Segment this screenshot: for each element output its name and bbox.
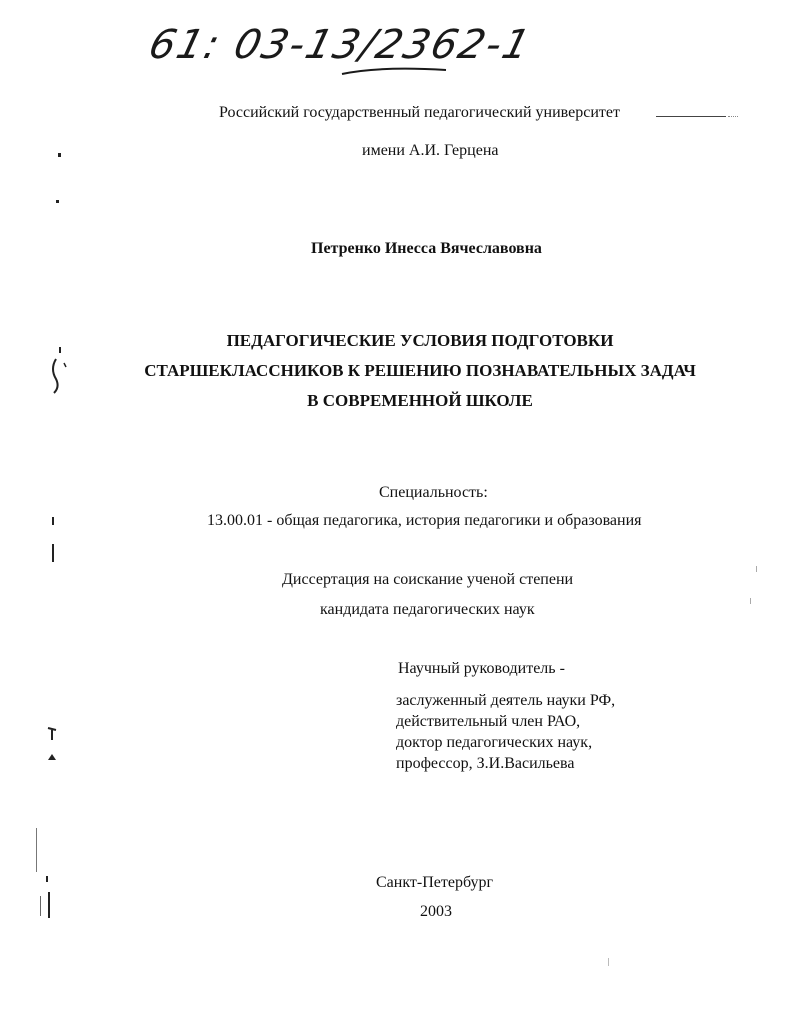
- supervisor-line: заслуженный деятель науки РФ,: [396, 692, 616, 709]
- degree-line-2: кандидата педагогических наук: [320, 601, 535, 618]
- city: Санкт-Петербург: [376, 874, 494, 891]
- binding-mark: [46, 345, 74, 397]
- scan-speck: [756, 566, 757, 572]
- handwritten-underline: [340, 64, 450, 78]
- supervisor-details: [396, 690, 615, 774]
- title-line: ПЕДАГОГИЧЕСКИЕ УСЛОВИЯ ПОДГОТОВКИ: [226, 331, 614, 350]
- header-rule: [656, 116, 726, 117]
- binding-mark: [44, 724, 64, 764]
- university-named-after: имени А.И. Герцена: [362, 142, 499, 159]
- header-rule-tail: [728, 116, 738, 117]
- scan-line: [36, 828, 37, 872]
- scan-speck: [56, 200, 59, 203]
- scan-speck: [608, 958, 609, 966]
- author-name: Петренко Инесса Вячеславовна: [311, 240, 542, 257]
- supervisor-label: Научный руководитель -: [398, 660, 565, 677]
- title-line: В СОВРЕМЕННОЙ ШКОЛЕ: [307, 391, 533, 410]
- degree-line-1: Диссертация на соискание ученой степени: [282, 571, 574, 588]
- scan-speck: [52, 517, 54, 525]
- title-line: СТАРШЕКЛАССНИКОВ К РЕШЕНИЮ ПОЗНАВАТЕЛЬНЫХ ЗАДАЧ: [144, 361, 696, 380]
- scan-line: [40, 896, 41, 916]
- scan-speck: [52, 544, 54, 562]
- specialty-value: 13.00.01 - общая педагогика, история педагогики и образования: [207, 512, 642, 529]
- scan-speck: [46, 876, 48, 882]
- scan-speck: [750, 598, 751, 604]
- year: 2003: [420, 903, 452, 920]
- university-name: Российский государственный педагогический университет: [219, 104, 620, 121]
- specialty-label: Специальность:: [379, 484, 488, 501]
- handwritten-archive-code: 61: 03-13/2362-1: [144, 22, 537, 68]
- supervisor-line: действительный член РАО,: [396, 713, 581, 730]
- supervisor-line: профессор, З.И.Васильева: [396, 755, 575, 772]
- supervisor-line: доктор педагогических наук,: [396, 734, 593, 751]
- dissertation-title: [90, 326, 750, 416]
- scan-speck: [58, 153, 61, 157]
- scan-speck: [48, 892, 50, 918]
